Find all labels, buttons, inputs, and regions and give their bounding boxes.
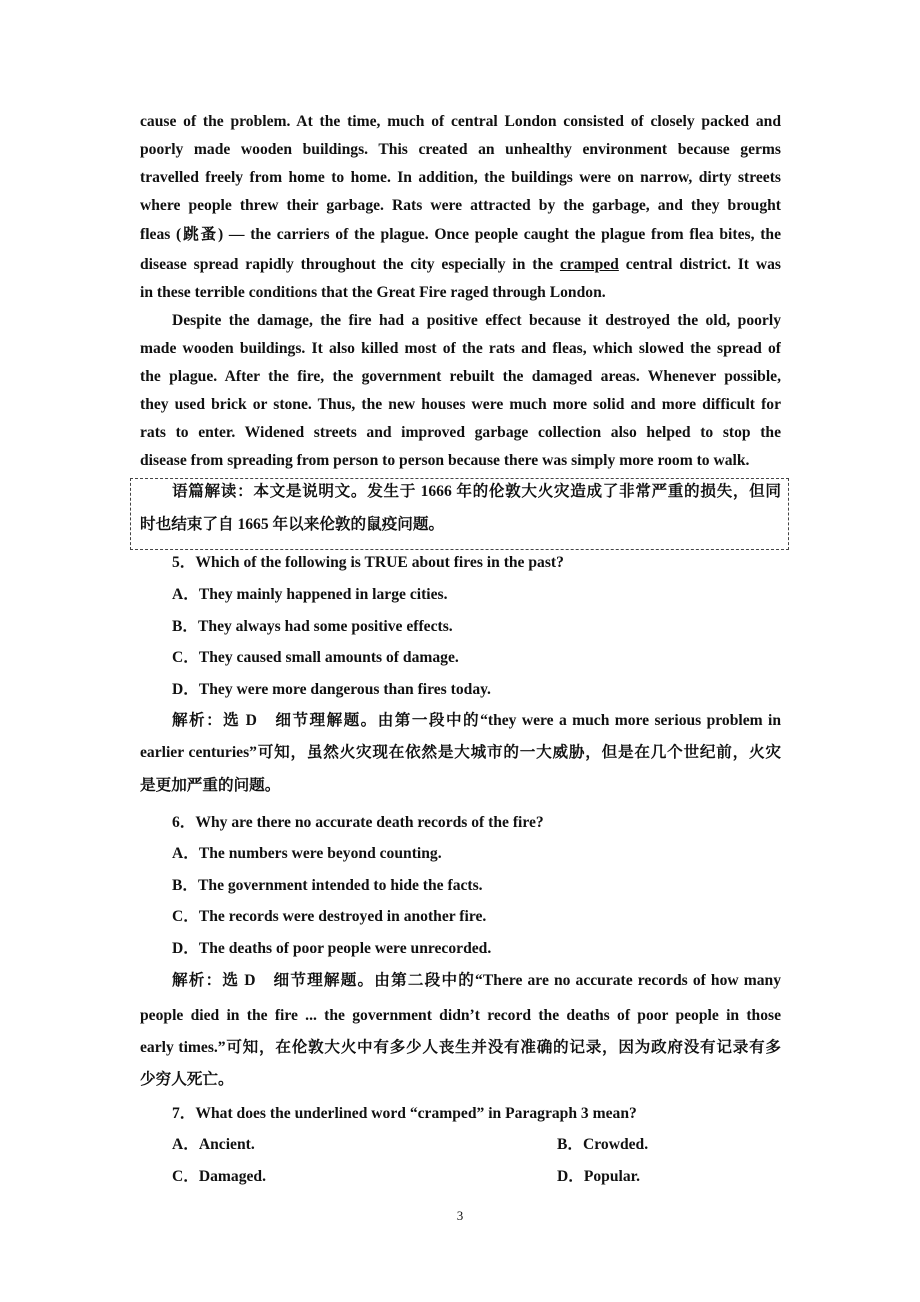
answer-option: B．They always had some positive effects. bbox=[172, 618, 453, 635]
question-stem: 6．Why are there no accurate death records of the fire? bbox=[172, 814, 544, 831]
summary-line: 时也结束了自 1665 年以来伦敦的鼠疫问题。 bbox=[140, 516, 445, 533]
answer-option: C．They caused small amounts of damage. bbox=[172, 649, 459, 666]
text-segment: disease spread rapidly throughout the city especially in the bbox=[140, 256, 560, 273]
question-stem: 7．What does the underlined word “cramped” in Paragraph 3 mean? bbox=[172, 1105, 637, 1122]
analysis-line: early times.”可知，在伦敦大火中有多少人丧生并没有准确的记录，因为政府没有记录有多 bbox=[140, 1039, 781, 1056]
answer-option: D．The deaths of poor people were unrecorded. bbox=[172, 940, 492, 957]
passage-line: travelled freely from home to home. In addition, the buildings were on narrow, dirty streets bbox=[140, 169, 781, 186]
passage-line: in these terrible conditions that the Great Fire raged through London. bbox=[140, 284, 606, 301]
summary-line: 语篇解读：本文是说明文。发生于 1666 年的伦敦大火灾造成了非常严重的损失，但同 bbox=[172, 483, 781, 500]
answer-option: B．The government intended to hide the facts. bbox=[172, 877, 483, 894]
answer-option: D．Popular. bbox=[557, 1168, 641, 1185]
analysis-line: 解析：选 D 细节理解题。由第一段中的“they were a much more serious problem in bbox=[172, 712, 781, 729]
text-segment: central district. It was bbox=[618, 256, 781, 273]
answer-option: D．They were more dangerous than fires today. bbox=[172, 681, 491, 698]
analysis-line: 是更加严重的问题。 bbox=[140, 777, 281, 794]
passage-line: made wooden buildings. It also killed most of the rats and fleas, which slowed the spread of bbox=[140, 340, 781, 357]
passage-line: they used brick or stone. Thus, the new houses were much more solid and more difficult for bbox=[140, 396, 781, 413]
analysis-line: earlier centuries”可知，虽然火灾现在依然是大城市的一大威胁，但是在几个世纪前，火灾 bbox=[140, 744, 781, 761]
analysis-line: people died in the fire ... the government didn’t record the deaths of poor people in those bbox=[140, 1007, 781, 1024]
passage-line: where people threw their garbage. Rats were attracted by the garbage, and they brought bbox=[140, 197, 781, 214]
answer-option: C．The records were destroyed in another fire. bbox=[172, 908, 487, 925]
answer-option: A．Ancient. bbox=[172, 1136, 255, 1153]
passage-line: poorly made wooden buildings. This created an unhealthy environment because germs bbox=[140, 141, 781, 158]
question-stem: 5．Which of the following is TRUE about fires in the past? bbox=[172, 554, 564, 571]
passage-line bbox=[140, 255, 781, 275]
answer-option: A．They mainly happened in large cities. bbox=[172, 586, 448, 603]
page-number: 3 bbox=[456, 1208, 464, 1223]
answer-option: C．Damaged. bbox=[172, 1168, 266, 1185]
passage-line: Despite the damage, the fire had a positive effect because it destroyed the old, poorly bbox=[172, 312, 781, 329]
analysis-line: 少穷人死亡。 bbox=[140, 1071, 234, 1088]
analysis-line: 解析：选 D 细节理解题。由第二段中的“There are no accurate records of how many bbox=[172, 972, 781, 989]
passage-line: rats to enter. Widened streets and improved garbage collection also helped to stop the bbox=[140, 424, 781, 441]
passage-line: cause of the problem. At the time, much of central London consisted of closely packed and bbox=[140, 113, 781, 130]
underlined-word: cramped bbox=[559, 256, 619, 273]
passage-line: fleas (跳蚤) — the carriers of the plague. Once people caught the plague from flea bites, the bbox=[140, 226, 781, 243]
answer-option: B．Crowded. bbox=[557, 1136, 649, 1153]
passage-line: disease from spreading from person to person because there was simply more room to walk. bbox=[140, 452, 750, 469]
answer-option: A．The numbers were beyond counting. bbox=[172, 845, 442, 862]
passage-line: the plague. After the fire, the government rebuilt the damaged areas. Whenever possible, bbox=[140, 368, 781, 385]
